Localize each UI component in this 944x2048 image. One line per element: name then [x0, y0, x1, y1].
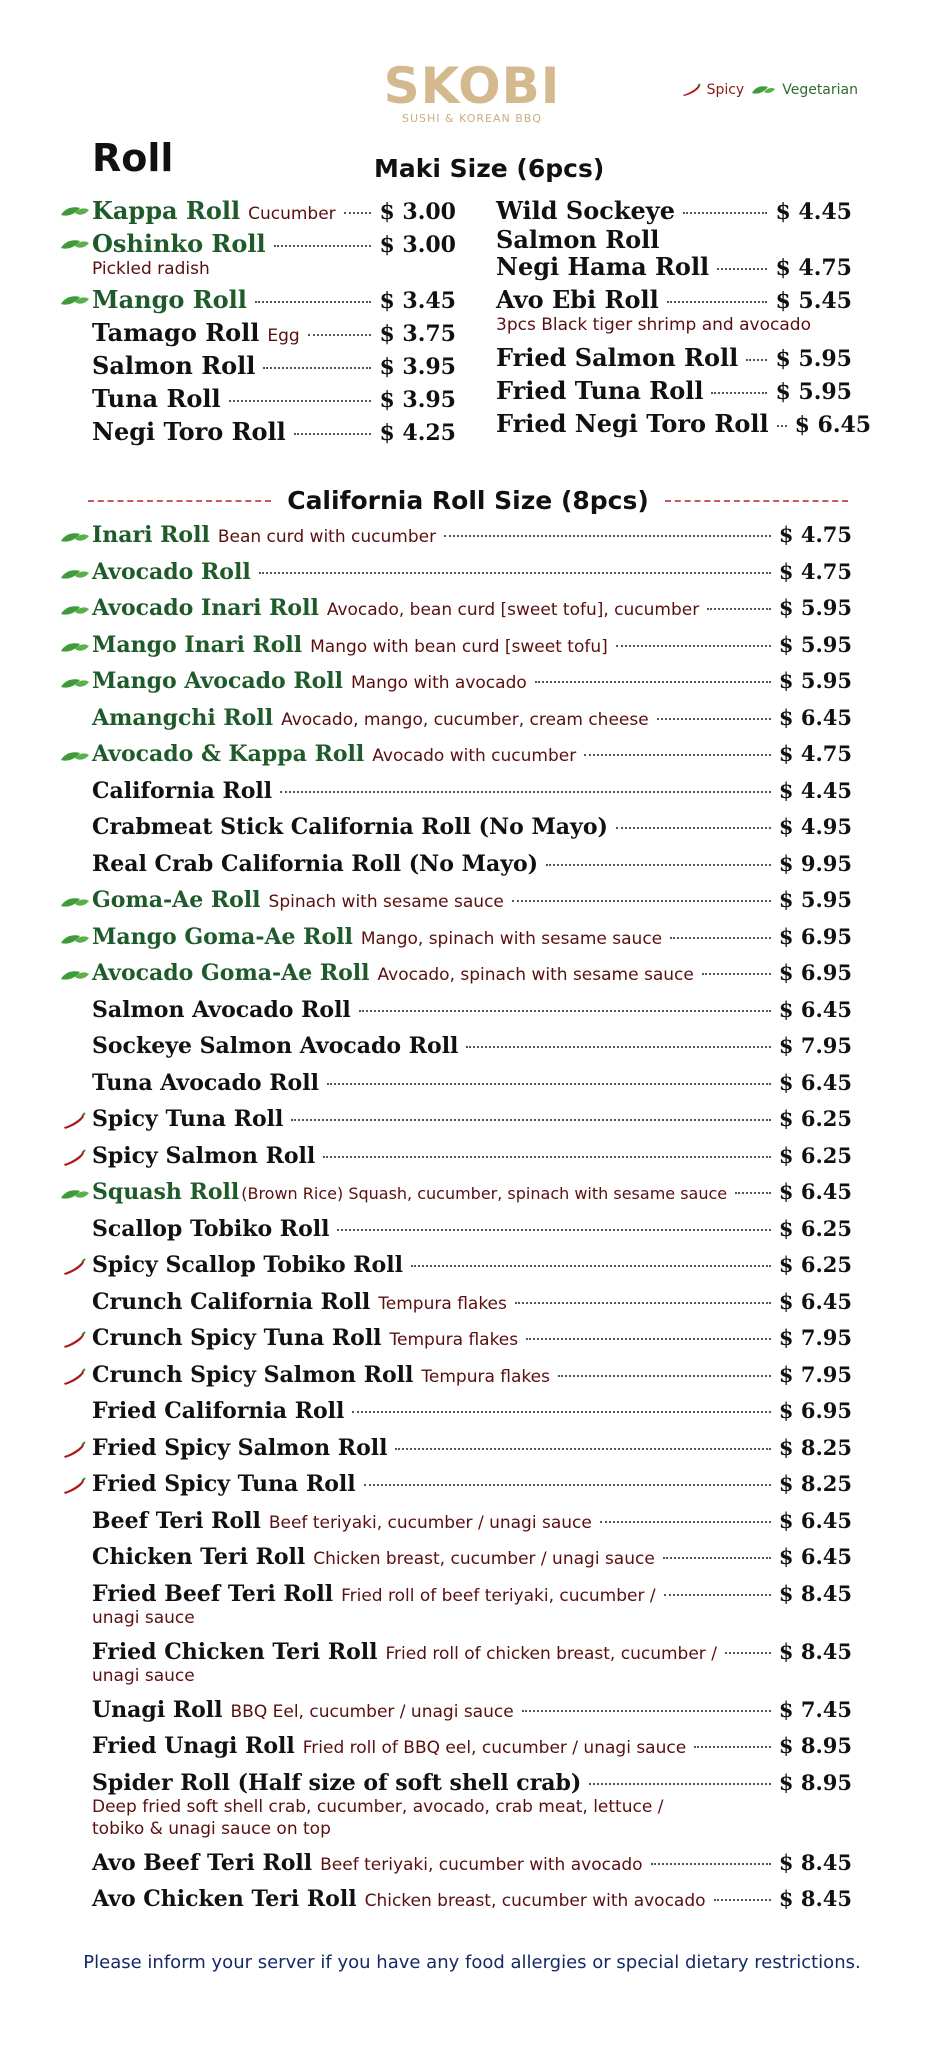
item-price: $ 8.45 — [778, 1638, 852, 1664]
item-price: $ 4.75 — [775, 255, 852, 281]
legend — [681, 82, 858, 98]
item-name: Avo Beef Teri Roll — [92, 1849, 313, 1876]
menu-item — [496, 285, 852, 343]
chili-icon — [58, 1258, 92, 1276]
menu-item — [58, 1639, 852, 1697]
item-desc: Avocado with cucumber — [372, 746, 577, 766]
item-name: Crunch California Roll — [92, 1288, 371, 1315]
item-name: Avo Ebi Roll — [496, 285, 659, 314]
item-name: Tuna Roll — [92, 384, 221, 413]
leaf-icon — [58, 235, 92, 253]
menu-item — [58, 1252, 852, 1289]
item-desc: Fried roll of BBQ eel, cucumber / unagi sauce — [302, 1738, 687, 1758]
menu-item — [496, 343, 852, 376]
chili-icon — [58, 1331, 92, 1349]
item-name: Avo Chicken Teri Roll — [92, 1886, 357, 1912]
item-desc: (Brown Rice) Squash, cucumber, spinach with sesame sauce — [241, 1184, 728, 1203]
item-name: Wild Sockeye — [496, 196, 675, 225]
item-name: Fried Chicken Teri Roll — [92, 1638, 378, 1665]
item-name: Tamago Roll — [92, 318, 260, 347]
item-name: Fried Spicy Tuna Roll — [92, 1471, 356, 1497]
california-roll-list — [58, 522, 852, 1923]
item-price: $ 3.00 — [379, 232, 456, 258]
menu-item — [58, 1697, 852, 1734]
item-price: $ 5.95 — [778, 887, 852, 912]
item-price: $ 5.95 — [778, 631, 852, 657]
menu-item — [58, 632, 852, 669]
item-price: $ 4.95 — [778, 814, 852, 839]
item-desc: Egg — [267, 326, 300, 346]
menu-item — [58, 285, 456, 318]
item-name-line2: Salmon Roll — [496, 225, 660, 254]
allergy-notice: Please inform your server if you have any food allergies or special dietary restrictions. — [83, 1952, 861, 1973]
menu-item — [58, 1143, 852, 1180]
item-name: Squash Roll — [92, 1179, 240, 1205]
menu-item — [58, 778, 852, 815]
item-desc: Mango with avocado — [351, 673, 527, 693]
item-name: Spicy Tuna Roll — [92, 1106, 284, 1132]
menu-item — [58, 1770, 852, 1850]
item-name: Oshinko Roll — [92, 229, 266, 258]
item-price: $ 6.45 — [778, 996, 852, 1022]
leaf-icon — [58, 674, 92, 692]
menu-item — [58, 229, 456, 285]
item-name: Negi Toro Roll — [92, 417, 286, 446]
legend-spicy: Spicy — [706, 82, 745, 98]
leaf-icon — [58, 747, 92, 765]
item-desc: Mango, spinach with sesame sauce — [360, 928, 663, 949]
chili-icon — [681, 83, 701, 97]
item-desc: Beef teriyaki, cucumber with avocado — [320, 1854, 643, 1875]
item-name: Amangchi Roll — [92, 704, 274, 731]
item-name: Spider Roll (Half size of soft shell crab) — [92, 1769, 582, 1796]
item-price: $ 4.75 — [778, 741, 852, 766]
leaf-icon — [58, 893, 92, 911]
item-name: Spicy Scallop Tobiko Roll — [92, 1252, 403, 1278]
item-desc: Cucumber — [248, 204, 336, 224]
leaf-icon — [58, 638, 92, 656]
item-name: Mango Inari Roll — [92, 631, 303, 658]
item-price: $ 7.95 — [778, 1361, 852, 1387]
leaf-icon — [750, 83, 776, 97]
menu-item — [58, 1398, 852, 1435]
item-desc: Pickled radish — [92, 259, 210, 279]
chili-icon — [58, 1149, 92, 1167]
item-desc: Fried roll of beef teriyaki, cucumber / — [341, 1585, 656, 1606]
leaf-icon — [58, 930, 92, 948]
item-price: $ 3.00 — [379, 199, 456, 225]
item-name: Chicken Teri Roll — [92, 1544, 306, 1570]
menu-item — [58, 1581, 852, 1639]
item-name: Kappa Roll — [92, 196, 241, 225]
maki-title: Maki Size (6pcs) — [374, 154, 605, 183]
divider — [665, 500, 848, 502]
item-price: $ 7.95 — [778, 1325, 852, 1350]
divider — [88, 500, 271, 502]
chili-icon — [58, 1441, 92, 1459]
item-price: $ 4.75 — [778, 522, 852, 547]
item-name: Avocado Goma-Ae Roll — [92, 960, 370, 986]
item-desc: Fried roll of chicken breast, cucumber / — [385, 1643, 717, 1664]
menu-item — [496, 252, 852, 285]
item-price: $ 6.25 — [778, 1252, 852, 1277]
california-section-header — [88, 486, 848, 515]
item-price: $ 5.95 — [775, 379, 852, 405]
menu-item — [58, 1508, 852, 1545]
item-price: $ 9.95 — [778, 850, 852, 876]
item-name: Beef Teri Roll — [92, 1507, 261, 1534]
item-desc: Tempura flakes — [421, 1366, 550, 1387]
item-price: $ 6.45 — [778, 1179, 852, 1204]
item-name: Crunch Spicy Salmon Roll — [92, 1361, 414, 1388]
item-price: $ 5.95 — [778, 595, 852, 620]
menu-item — [58, 997, 852, 1034]
chili-icon — [58, 1477, 92, 1495]
item-price: $ 4.45 — [778, 777, 852, 803]
item-name: Sockeye Salmon Avocado Roll — [92, 1033, 459, 1059]
item-price: $ 4.25 — [379, 420, 456, 446]
item-price: $ 6.95 — [778, 1398, 852, 1423]
menu-item — [58, 1733, 852, 1770]
item-name: Avocado & Kappa Roll — [92, 741, 365, 767]
menu-item — [58, 595, 852, 632]
item-desc: Avocado, bean curd [sweet tofu], cucumber — [326, 600, 700, 620]
item-name: Fried Unagi Roll — [92, 1733, 295, 1759]
item-price: $ 6.45 — [778, 1288, 852, 1314]
item-name: Salmon Avocado Roll — [92, 996, 351, 1023]
menu-item — [58, 1362, 852, 1399]
item-desc-cont: Deep fried soft shell crab, cucumber, avocado, crab meat, lettuce / — [92, 1796, 664, 1817]
item-name: Fried Salmon Roll — [496, 343, 739, 372]
chili-icon — [58, 1368, 92, 1386]
menu-item — [58, 351, 456, 384]
menu-item — [58, 1850, 852, 1887]
item-price: $ 5.95 — [775, 346, 852, 372]
item-price: $ 6.25 — [778, 1142, 852, 1168]
menu-item — [58, 1544, 852, 1581]
menu-item — [58, 668, 852, 705]
item-name: Inari Roll — [92, 522, 210, 548]
item-desc-cont: unagi sauce — [92, 1665, 195, 1686]
item-name: Fried Spicy Salmon Roll — [92, 1434, 388, 1461]
item-price: $ 3.75 — [379, 321, 456, 347]
item-price: $ 8.45 — [778, 1849, 852, 1875]
item-name: Avocado Inari Roll — [92, 595, 319, 621]
item-name: Salmon Roll — [92, 351, 256, 380]
item-name: Scallop Tobiko Roll — [92, 1215, 330, 1242]
item-price: $ 8.95 — [778, 1733, 852, 1758]
chili-icon — [58, 1112, 92, 1130]
item-desc: Beef teriyaki, cucumber / unagi sauce — [268, 1512, 592, 1533]
item-desc: 3pcs Black tiger shrimp and avocado — [496, 315, 811, 335]
maki-left-column — [58, 196, 456, 450]
item-price: $ 6.25 — [778, 1215, 852, 1241]
item-price: $ 5.95 — [778, 668, 852, 693]
item-desc: Bean curd with cucumber — [217, 527, 437, 547]
legend-vegetarian: Vegetarian — [782, 82, 858, 98]
item-price: $ 3.45 — [379, 288, 456, 314]
menu-item — [58, 522, 852, 559]
menu-item — [58, 1325, 852, 1362]
item-name: Crunch Spicy Tuna Roll — [92, 1325, 382, 1351]
item-price: $ 6.45 — [794, 412, 872, 438]
brand-tagline: SUSHI & KOREAN BBQ — [402, 112, 542, 125]
item-price: $ 6.95 — [778, 923, 852, 949]
item-desc-cont: unagi sauce — [92, 1607, 195, 1628]
item-price: $ 4.75 — [778, 558, 852, 584]
section-title: Roll — [92, 136, 174, 180]
item-price: $ 3.95 — [379, 387, 456, 413]
item-price: $ 8.25 — [778, 1471, 852, 1496]
leaf-icon — [58, 528, 92, 546]
menu-item — [58, 1471, 852, 1508]
menu-item — [58, 924, 852, 961]
menu-item — [58, 1070, 852, 1107]
menu-item — [58, 318, 456, 351]
leaf-icon — [58, 291, 92, 309]
item-price: $ 4.45 — [775, 199, 852, 225]
item-price: $ 7.45 — [778, 1696, 852, 1722]
menu-item — [496, 196, 852, 252]
menu-item — [58, 1886, 852, 1923]
item-name: Fried Tuna Roll — [496, 376, 704, 405]
item-name: Unagi Roll — [92, 1696, 223, 1723]
item-price: $ 6.95 — [778, 960, 852, 985]
item-name: Fried Negi Toro Roll — [496, 409, 769, 438]
menu-item — [496, 376, 852, 409]
menu-item — [496, 409, 872, 442]
item-price: $ 5.45 — [775, 288, 852, 314]
item-desc: BBQ Eel, cucumber / unagi sauce — [230, 1701, 514, 1722]
item-desc: Chicken breast, cucumber with avocado — [364, 1891, 706, 1911]
item-name: California Roll — [92, 777, 273, 804]
brand-name: SKOBI — [383, 57, 561, 115]
item-price: $ 6.45 — [778, 1069, 852, 1095]
item-name: Fried California Roll — [92, 1398, 345, 1424]
leaf-icon — [58, 565, 92, 583]
item-price: $ 6.45 — [778, 704, 852, 730]
menu-item — [58, 1216, 852, 1253]
item-name: Goma-Ae Roll — [92, 887, 261, 913]
item-name: Crabmeat Stick California Roll (No Mayo) — [92, 814, 608, 840]
item-desc: Avocado, mango, cucumber, cream cheese — [281, 709, 649, 730]
menu-item — [58, 887, 852, 924]
california-title: California Roll Size (8pcs) — [287, 486, 649, 515]
menu-item — [58, 384, 456, 417]
item-name: Tuna Avocado Roll — [92, 1069, 319, 1096]
item-desc-cont: tobiko & unagi sauce on top — [92, 1818, 331, 1839]
leaf-icon — [58, 966, 92, 984]
item-desc: Tempura flakes — [378, 1293, 507, 1314]
menu-item — [58, 1289, 852, 1326]
menu-item — [58, 196, 456, 229]
item-desc: Chicken breast, cucumber / unagi sauce — [313, 1549, 655, 1569]
item-name: Real Crab California Roll (No Mayo) — [92, 850, 539, 877]
menu-item — [58, 960, 852, 997]
menu-item — [58, 741, 852, 778]
menu-item — [58, 417, 456, 450]
item-price: $ 6.25 — [778, 1106, 852, 1131]
item-price: $ 8.25 — [778, 1434, 852, 1460]
leaf-icon — [58, 1185, 92, 1203]
item-desc: Spinach with sesame sauce — [268, 892, 504, 912]
item-price: $ 8.45 — [778, 1580, 852, 1606]
item-name: Negi Hama Roll — [496, 252, 710, 281]
item-price: $ 8.95 — [778, 1769, 852, 1795]
item-desc: Mango with bean curd [sweet tofu] — [310, 636, 608, 657]
item-desc: Avocado, spinach with sesame sauce — [377, 965, 694, 985]
menu-item — [58, 1106, 852, 1143]
item-name: Spicy Salmon Roll — [92, 1142, 316, 1169]
menu-item — [58, 1435, 852, 1472]
item-name: Mango Goma-Ae Roll — [92, 923, 353, 950]
item-name: Mango Roll — [92, 285, 247, 314]
item-price: $ 3.95 — [379, 354, 456, 380]
menu-item — [58, 559, 852, 596]
item-price: $ 8.45 — [778, 1886, 852, 1911]
item-desc: Tempura flakes — [389, 1330, 519, 1350]
item-name: Mango Avocado Roll — [92, 668, 343, 694]
maki-right-column — [496, 196, 872, 442]
item-price: $ 7.95 — [778, 1033, 852, 1058]
menu-item — [58, 1033, 852, 1070]
menu-item — [58, 705, 852, 742]
leaf-icon — [58, 202, 92, 220]
item-name: Avocado Roll — [92, 558, 251, 585]
leaf-icon — [58, 601, 92, 619]
menu-item — [58, 814, 852, 851]
menu-item — [58, 851, 852, 888]
item-name: Fried Beef Teri Roll — [92, 1580, 334, 1607]
menu-item — [58, 1179, 852, 1216]
item-price: $ 6.45 — [778, 1507, 852, 1533]
item-price: $ 6.45 — [778, 1544, 852, 1569]
